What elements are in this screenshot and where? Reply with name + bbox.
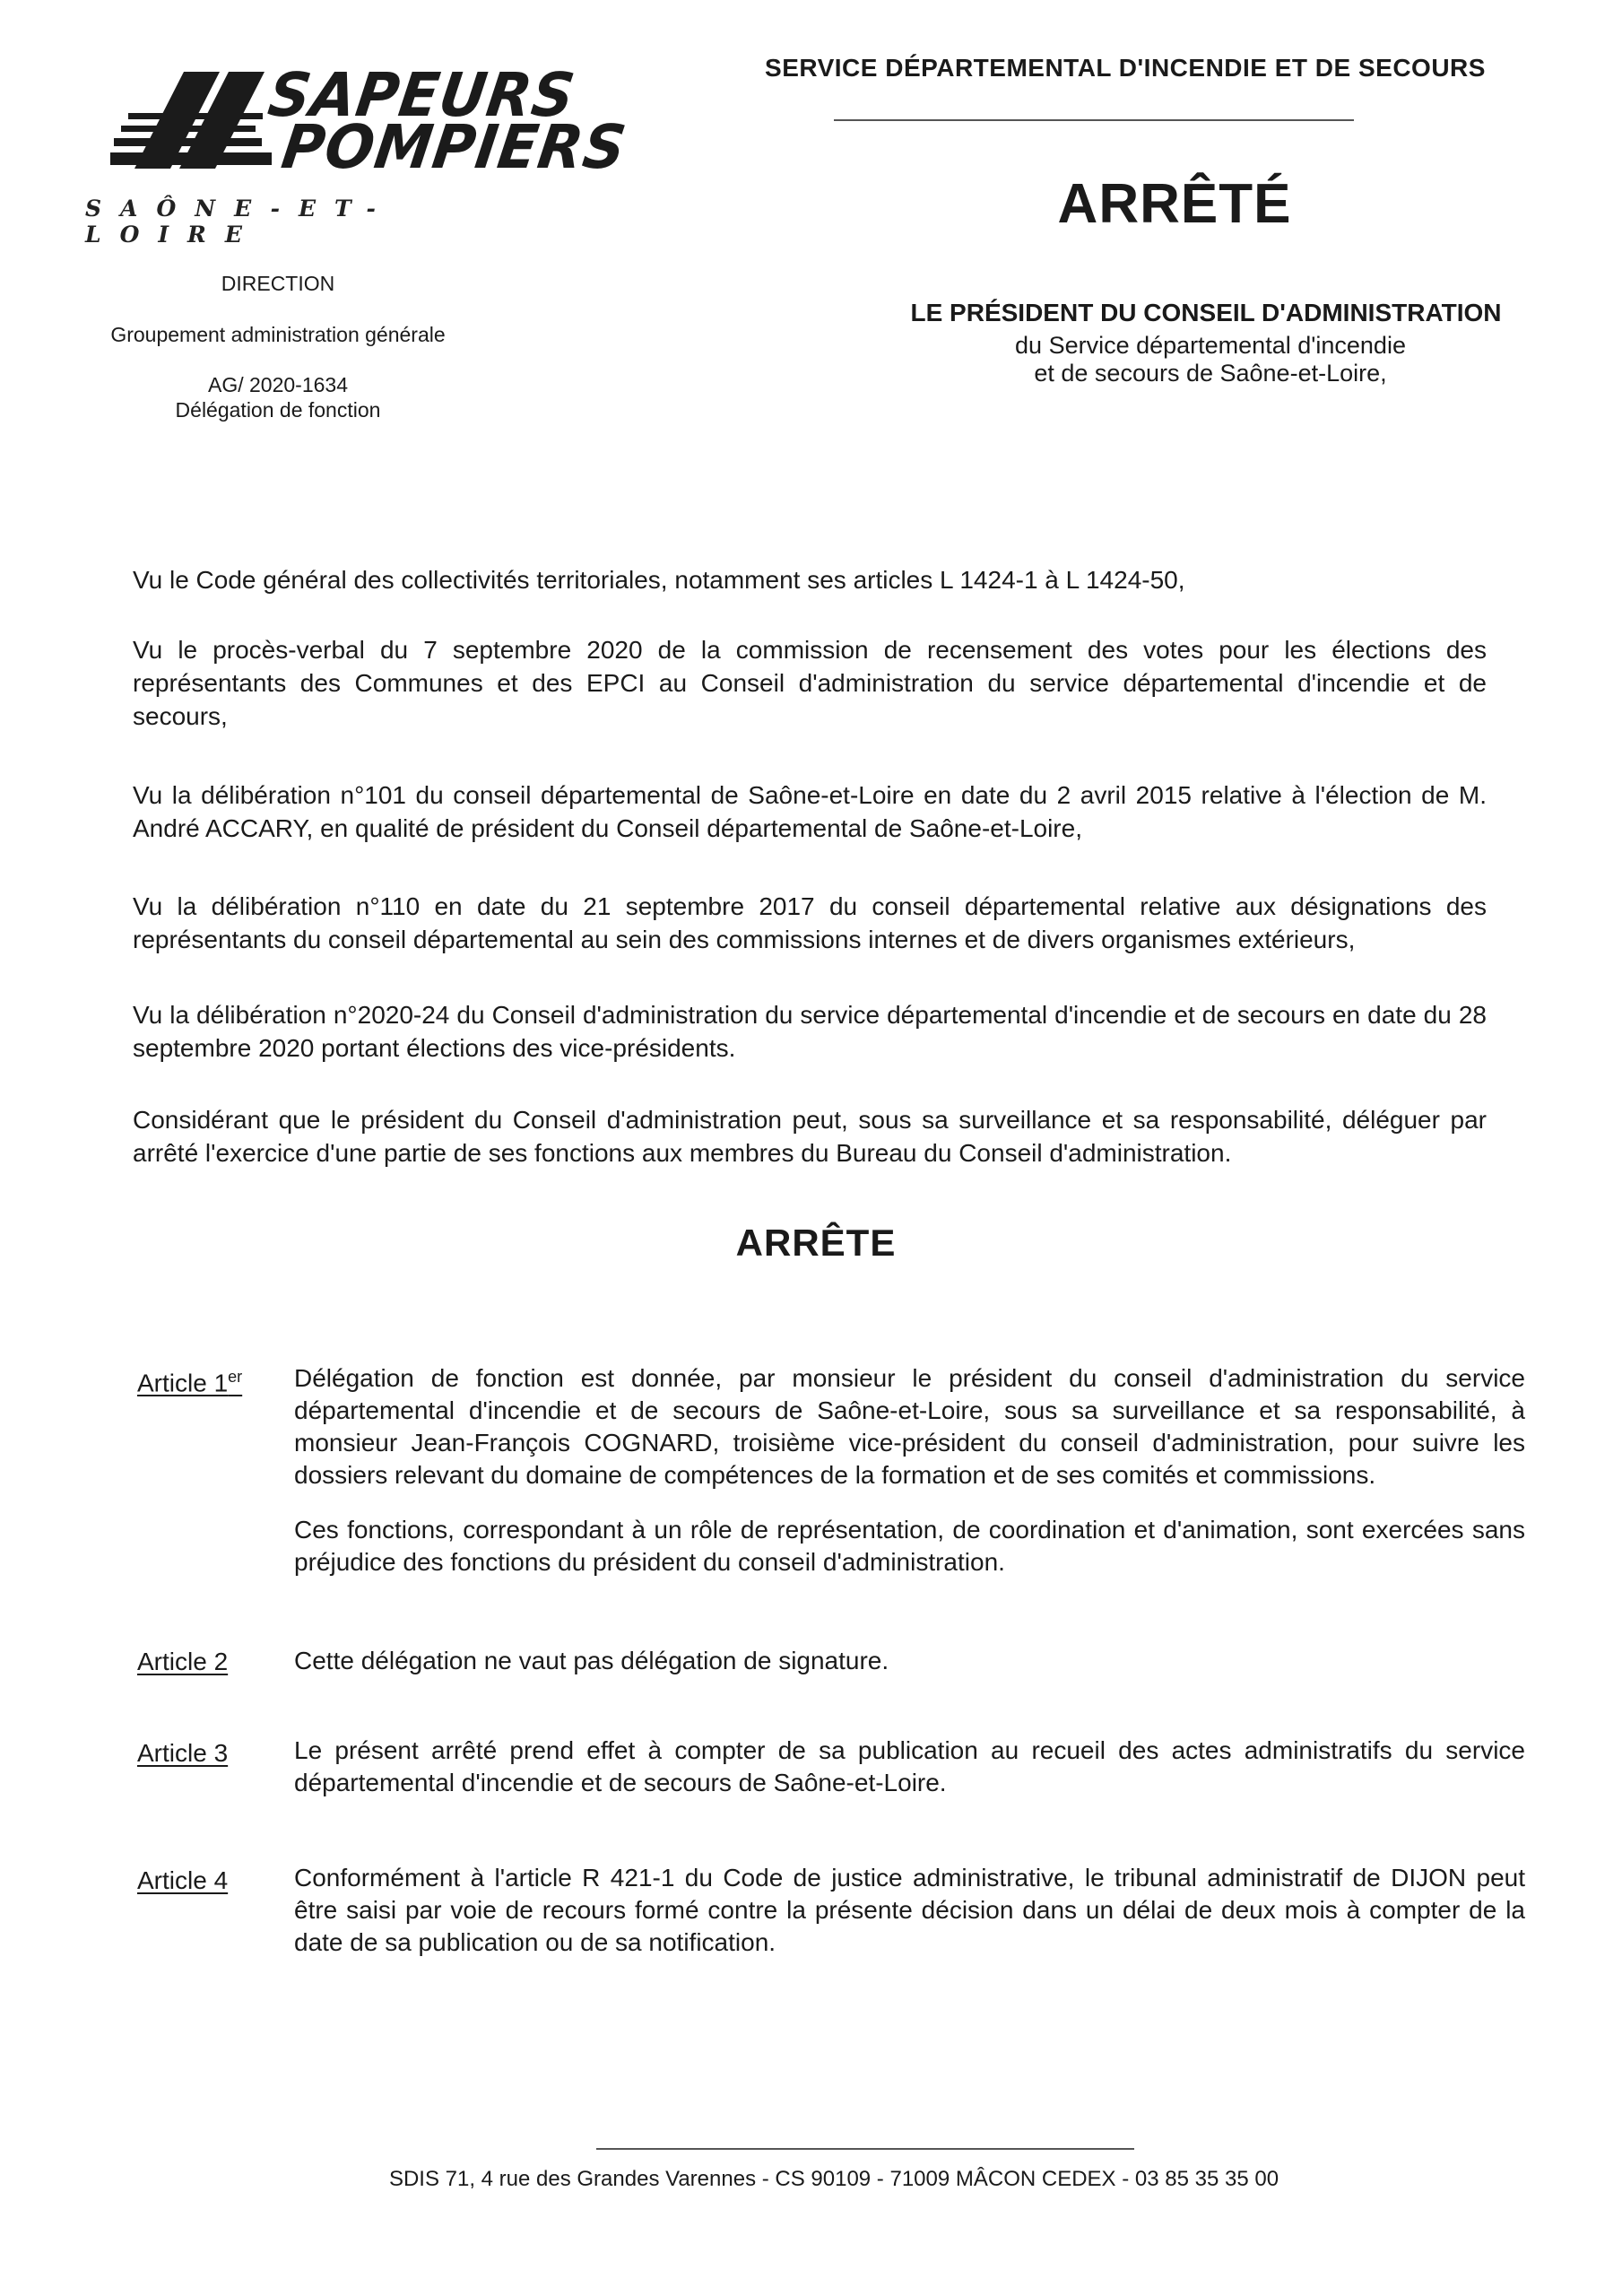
service-title: SERVICE DÉPARTEMENTAL D'INCENDIE ET DE SECOURS [765, 54, 1486, 82]
document-object: Délégation de fonction [175, 398, 381, 422]
visa-paragraph: Vu la délibération n°101 du conseil départemental de Saône-et-Loire en date du 2 avril 2015 relative à l'élection de M. André ACCARY, en qualité de président du Conseil départemental de Saône-et-Loire, [133, 781, 1487, 842]
arrete-heading: ARRÊTE [735, 1222, 897, 1264]
article-2-label: Article 2 [137, 1648, 229, 1675]
logo-subtitle: SAÔNE-ET-LOIRE [85, 196, 395, 248]
footer-address: SDIS 71, 4 rue des Grandes Varennes - CS 90109 - 71009 MÂCON CEDEX - 03 85 35 35 00 [388, 2167, 1279, 2191]
president-department-line: et de secours de Saône-et-Loire, [1034, 360, 1387, 387]
visa-paragraph: Vu la délibération n°2020-24 du Conseil d'administration du service départemental d'incendie et de secours en date du 28 septembre 2020 portant élections des vice-présidents. [133, 1001, 1487, 1062]
sdis-logo [85, 61, 631, 248]
footer-divider [596, 2148, 1134, 2150]
groupement-label: Groupement administration générale [110, 323, 446, 346]
header-divider [834, 119, 1354, 121]
article-4-text: Conformément à l'article R 421-1 du Code de justice administrative, le tribunal administratif de DIJON peut être saisi par voie de recours formé contre la présente décision dans un délai de deux mois à compter de la date de sa publication ou de sa notification. [294, 1864, 1525, 1956]
article-4-label: Article 4 [137, 1866, 229, 1894]
article-1-paragraph-2: Ces fonctions, correspondant à un rôle de représentation, de coordination et d'animation, sont exercées sans préjudice des fonctions du président du conseil d'administration. [294, 1516, 1525, 1576]
document-type-title: ARRÊTÉ [1057, 173, 1292, 235]
president-service-line: du Service départemental d'incendie [1015, 332, 1406, 359]
article-1-paragraph-1: Délégation de fonction est donnée, par monsieur le président du conseil d'administration du service départemental d'incendie et de secours de Saône-et-Loire, sous sa surveillance et sa responsabilité, à monsieur Jean-François COGNARD, troisième vice-président du conseil d'administration, pour suivre les dossiers relevant du domaine de compétences de la formation et de ses comités et commissions. [294, 1364, 1525, 1489]
article-3-text: Le présent arrêté prend effet à compter de sa publication au recueil des actes administratifs du service départemental d'incendie et de secours de Saône-et-Loire. [294, 1736, 1525, 1796]
visa-paragraph: Vu le procès-verbal du 7 septembre 2020 de la commission de recensement des votes pour les élections des représentants des Communes et des EPCI au Conseil d'administration du service départemental d'incendie et de secours, [133, 636, 1487, 730]
document-reference: AG/ 2020-1634 [207, 373, 348, 396]
article-1-label [137, 1368, 242, 1397]
article-label-text: Article 1 [137, 1369, 229, 1397]
logo-line-2: POMPIERS [277, 113, 631, 183]
article-label-superscript: er [228, 1368, 243, 1386]
visa-paragraph: Vu le Code général des collectivités territoriales, notamment ses articles L 1424-1 à L 1424-50, [133, 566, 1185, 594]
article-2-text: Cette délégation ne vaut pas délégation de signature. [294, 1647, 889, 1674]
president-title: LE PRÉSIDENT DU CONSEIL D'ADMINISTRATION [910, 299, 1502, 326]
considerant-paragraph: Considérant que le président du Conseil d'administration peut, sous sa surveillance et sa responsabilité, déléguer par arrêté l'exercice d'une partie de ses fonctions aux membres du Bureau du Conseil d'administration. [133, 1106, 1487, 1167]
logo-line-1: SAPEURS [264, 61, 580, 131]
article-3-label: Article 3 [137, 1739, 229, 1767]
visa-paragraph: Vu la délibération n°110 en date du 21 septembre 2017 du conseil départemental relative aux désignations des représentants du conseil départemental au sein des commissions internes et de divers organismes extérieurs, [133, 892, 1487, 953]
direction-label: DIRECTION [221, 272, 335, 295]
